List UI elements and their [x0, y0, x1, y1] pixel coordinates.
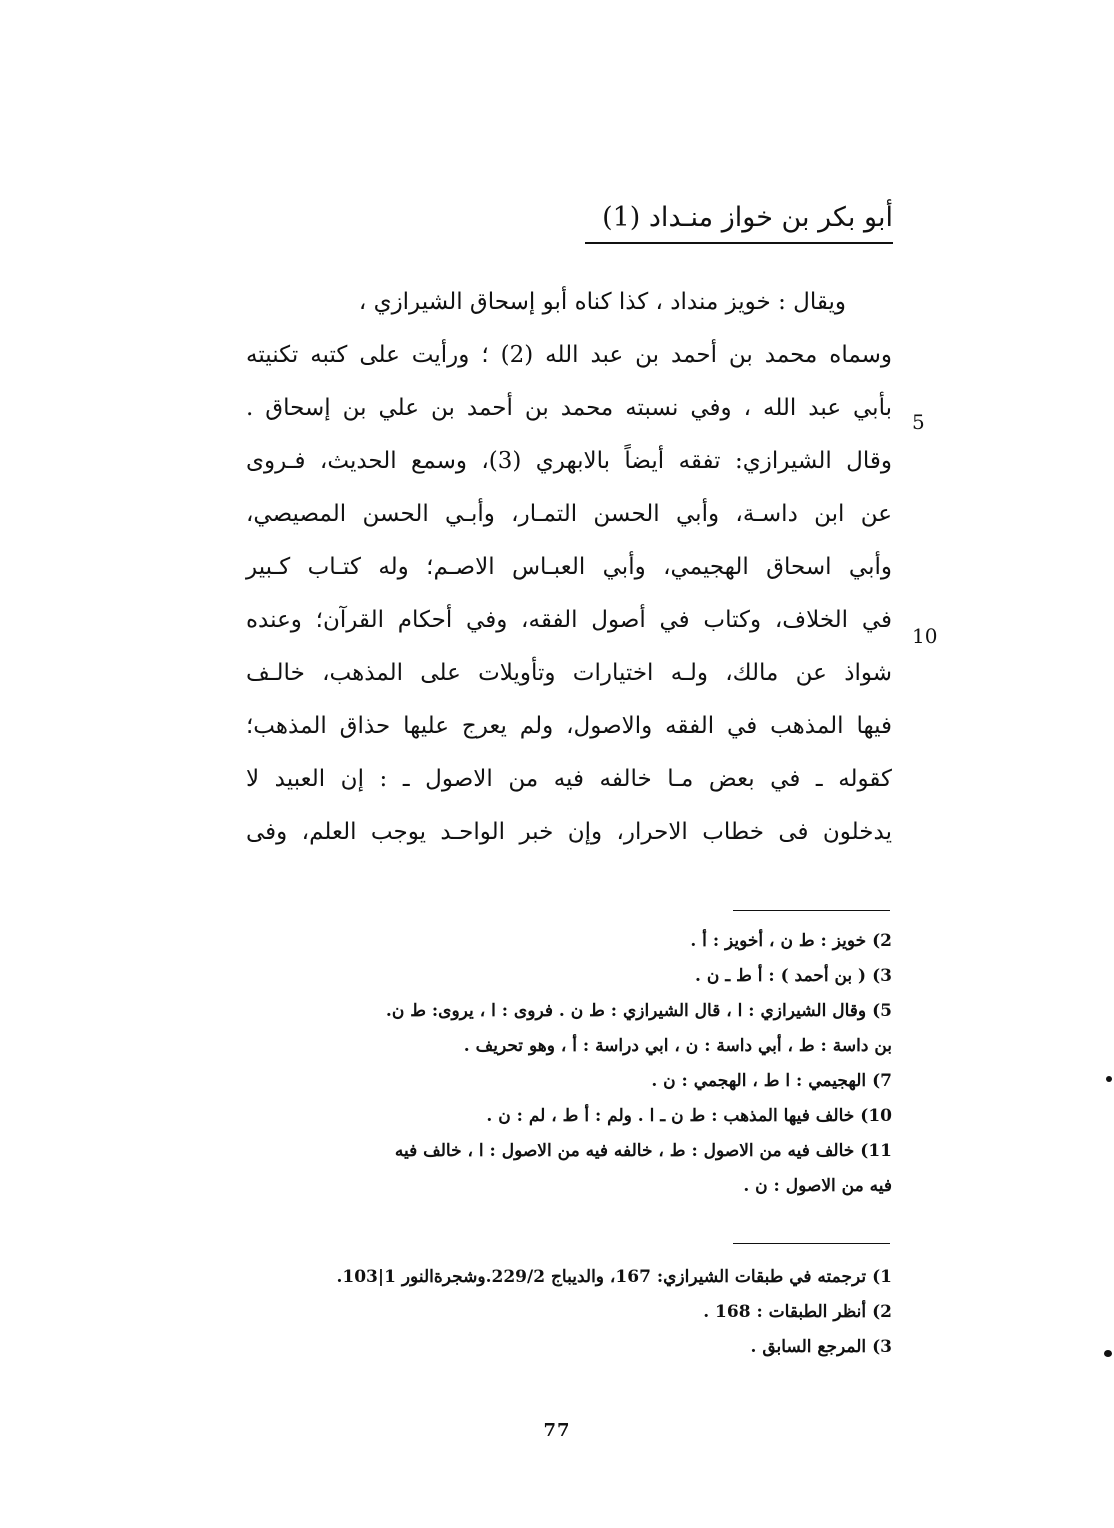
note-text: المرجع السابق . — [750, 1337, 867, 1357]
source-notes — [250, 1260, 892, 1365]
chapter-heading: أبو بكر بن خواز منـداد (1) — [602, 202, 893, 233]
scan-speck — [1104, 1350, 1112, 1357]
variant-note — [250, 994, 892, 1029]
line-number-5: 5 — [912, 410, 925, 434]
note-number: 10) — [860, 1106, 892, 1126]
variant-note — [250, 924, 892, 959]
body-line: يدخلون فى خطاب الاحرار، وإن خبر الواحـد يوجب العلم، وفى — [246, 819, 892, 845]
variant-note — [250, 1064, 892, 1099]
body-line: ويقال : خويز منداد ، كذا كناه أبو إسحاق الشيرازي ، — [358, 289, 846, 315]
source-note — [250, 1295, 892, 1330]
body-line: عن ابن داسـة، وأبي الحسن التمـار، وأبـي الحسن المصيصي، — [246, 501, 892, 527]
scan-speck — [1106, 1076, 1112, 1082]
body-line: بأبي عبد الله ، وفي نسبته محمد بن أحمد بن علي بن إسحاق . — [246, 395, 892, 421]
variant-note — [250, 1099, 892, 1134]
note-text: ( بن أحمد ) : أ ط ـ ن . — [694, 966, 867, 986]
footnote-separator — [733, 910, 890, 911]
note-number: 3) — [872, 1337, 892, 1357]
note-text: بن داسة : ط ، أبي داسة : ن ، ابي دراسة : أ ، وهو تحريف . — [463, 1036, 892, 1056]
body-line: وأبي اسحاق الهجيمي، وأبي العبـاس الاصـم؛ وله كتـاب كـبير — [246, 554, 892, 580]
line-number-10: 10 — [912, 624, 938, 648]
variant-note-continuation — [250, 1029, 892, 1064]
note-number: 2) — [872, 1302, 892, 1322]
note-number: 3) — [872, 966, 892, 986]
body-text — [246, 276, 892, 859]
note-number: 7) — [872, 1071, 892, 1091]
page-number: 77 — [543, 1420, 571, 1441]
variant-notes — [250, 924, 892, 1204]
note-number: 11) — [860, 1141, 892, 1161]
heading-underline — [585, 242, 893, 244]
body-line: كقوله ـ في بعض مـا خالفه فيه من الاصول ـ : إن العبيد لا — [246, 766, 892, 792]
body-line: شواذ عن مالك، ولـه اختيارات وتأويلات على المذهب، خالـف — [246, 660, 892, 686]
note-text: ترجمته في طبقات الشيرازي: 167، والديباج 229/2.وشجرةالنور 1|103. — [336, 1267, 867, 1287]
note-text: خالف فيها المذهب : ط ن ـ ا . ولم : أ ط ، لم : ن . — [486, 1106, 855, 1126]
note-text: أنظر الطبقات : 168 . — [703, 1302, 867, 1322]
body-line: وسماه محمد بن أحمد بن عبد الله (2) ؛ ورأيت على كتبه تكنيته — [246, 342, 893, 368]
variant-note-continuation — [250, 1169, 892, 1204]
note-text: فيه من الاصول : ن . — [743, 1176, 892, 1196]
note-text: خويز : ط ن ، أخويز : أ . — [690, 931, 867, 951]
chapter-heading-block — [585, 196, 893, 244]
footnote-separator — [733, 1243, 890, 1244]
note-number: 2) — [872, 931, 892, 951]
source-note — [250, 1330, 892, 1365]
source-note — [250, 1260, 892, 1295]
body-line: في الخلاف، وكتاب في أصول الفقه، وفي أحكام القرآن؛ وعنده — [246, 607, 892, 633]
variant-note — [250, 1134, 892, 1169]
body-line: فيها المذهب في الفقه والاصول، ولم يعرج عليها حذاق المذهب؛ — [246, 713, 892, 739]
note-number: 1) — [872, 1267, 892, 1287]
note-text: خالف فيه من الاصول : ط ، خالفه فيه من الاصول : ا ، خالف فيه — [394, 1141, 855, 1161]
body-line: وقال الشيرازي: تفقه أيضاً بالابهري (3)، وسمع الحديث، فـروى — [246, 448, 892, 474]
note-text: وقال الشيرازي : ا ، قال الشيرازي : ط ن . فروى : ا ، يروى: ط ن. — [385, 1001, 867, 1021]
variant-note — [250, 959, 892, 994]
note-number: 5) — [872, 1001, 892, 1021]
note-text: الهجيمي : ا ط ، الهجمي : ن . — [651, 1071, 867, 1091]
